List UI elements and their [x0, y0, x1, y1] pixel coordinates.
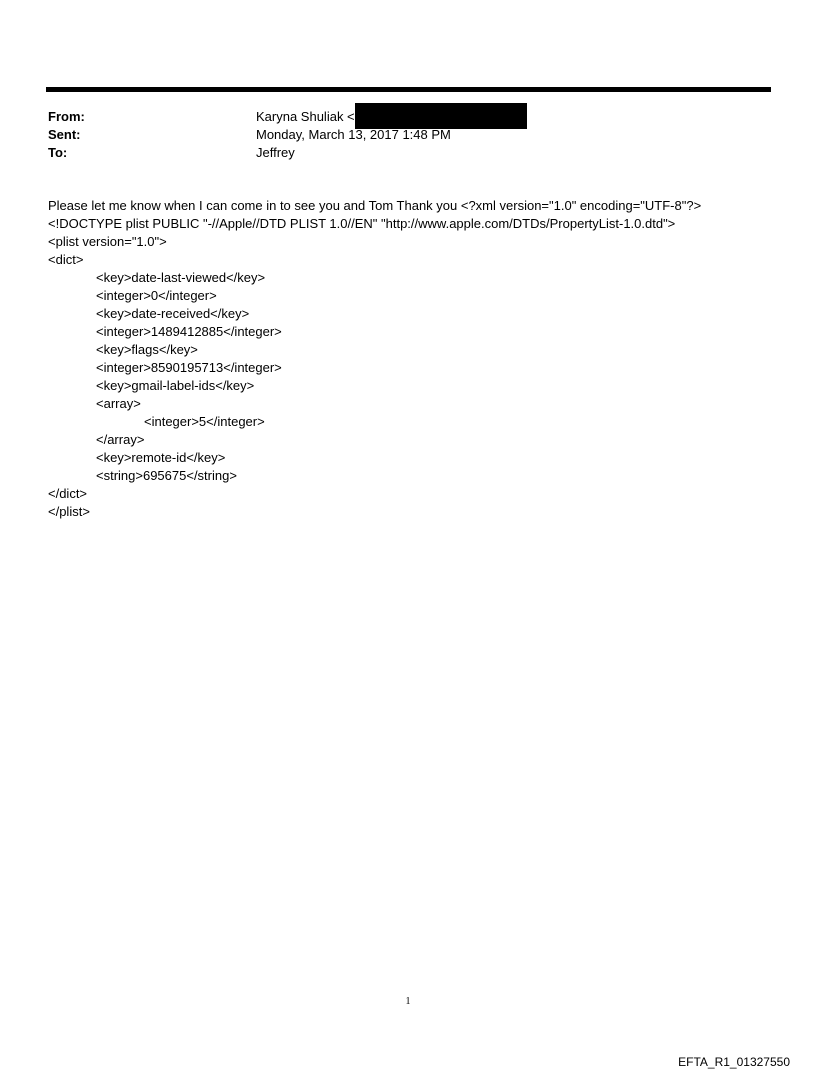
body-line: <integer>5</integer> [144, 414, 265, 429]
sent-value: Monday, March 13, 2017 1:48 PM [256, 127, 451, 142]
body-line: <!DOCTYPE plist PUBLIC "-//Apple//DTD PLIST 1.0//EN" "http://www.apple.com/DTDs/PropertyList-1.0.dtd"> [48, 216, 676, 231]
from-label: From: [48, 109, 85, 124]
body-line: <key>flags</key> [96, 342, 198, 357]
body-line: <key>gmail-label-ids</key> [96, 378, 255, 393]
bates-number: EFTA_R1_01327550 [678, 1055, 790, 1069]
email-body [48, 197, 778, 521]
to-value: Jeffrey [256, 145, 295, 160]
body-line: <key>date-received</key> [96, 306, 250, 321]
body-line: <integer>8590195713</integer> [96, 360, 282, 375]
body-line: <integer>1489412885</integer> [96, 324, 282, 339]
body-line: <key>remote-id</key> [96, 450, 226, 465]
sent-label: Sent: [48, 127, 81, 142]
body-line: <plist version="1.0"> [48, 234, 167, 249]
body-line: </plist> [48, 504, 90, 519]
body-line: </dict> [48, 486, 88, 501]
body-line: <dict> [48, 252, 84, 267]
header-rule [46, 87, 771, 92]
page-number: 1 [405, 996, 411, 1007]
to-label: To: [48, 145, 68, 160]
body-line: <key>date-last-viewed</key> [96, 270, 266, 285]
body-line: <array> [96, 396, 141, 411]
body-line: <integer>0</integer> [96, 288, 217, 303]
body-line: Please let me know when I can come in to see you and Tom Thank you <?xml version="1.0" encoding="UTF-8"?> [48, 198, 702, 213]
from-sender: Karyna Shuliak < [256, 109, 355, 124]
body-line: <string>695675</string> [96, 468, 237, 483]
body-line: </array> [96, 432, 145, 447]
